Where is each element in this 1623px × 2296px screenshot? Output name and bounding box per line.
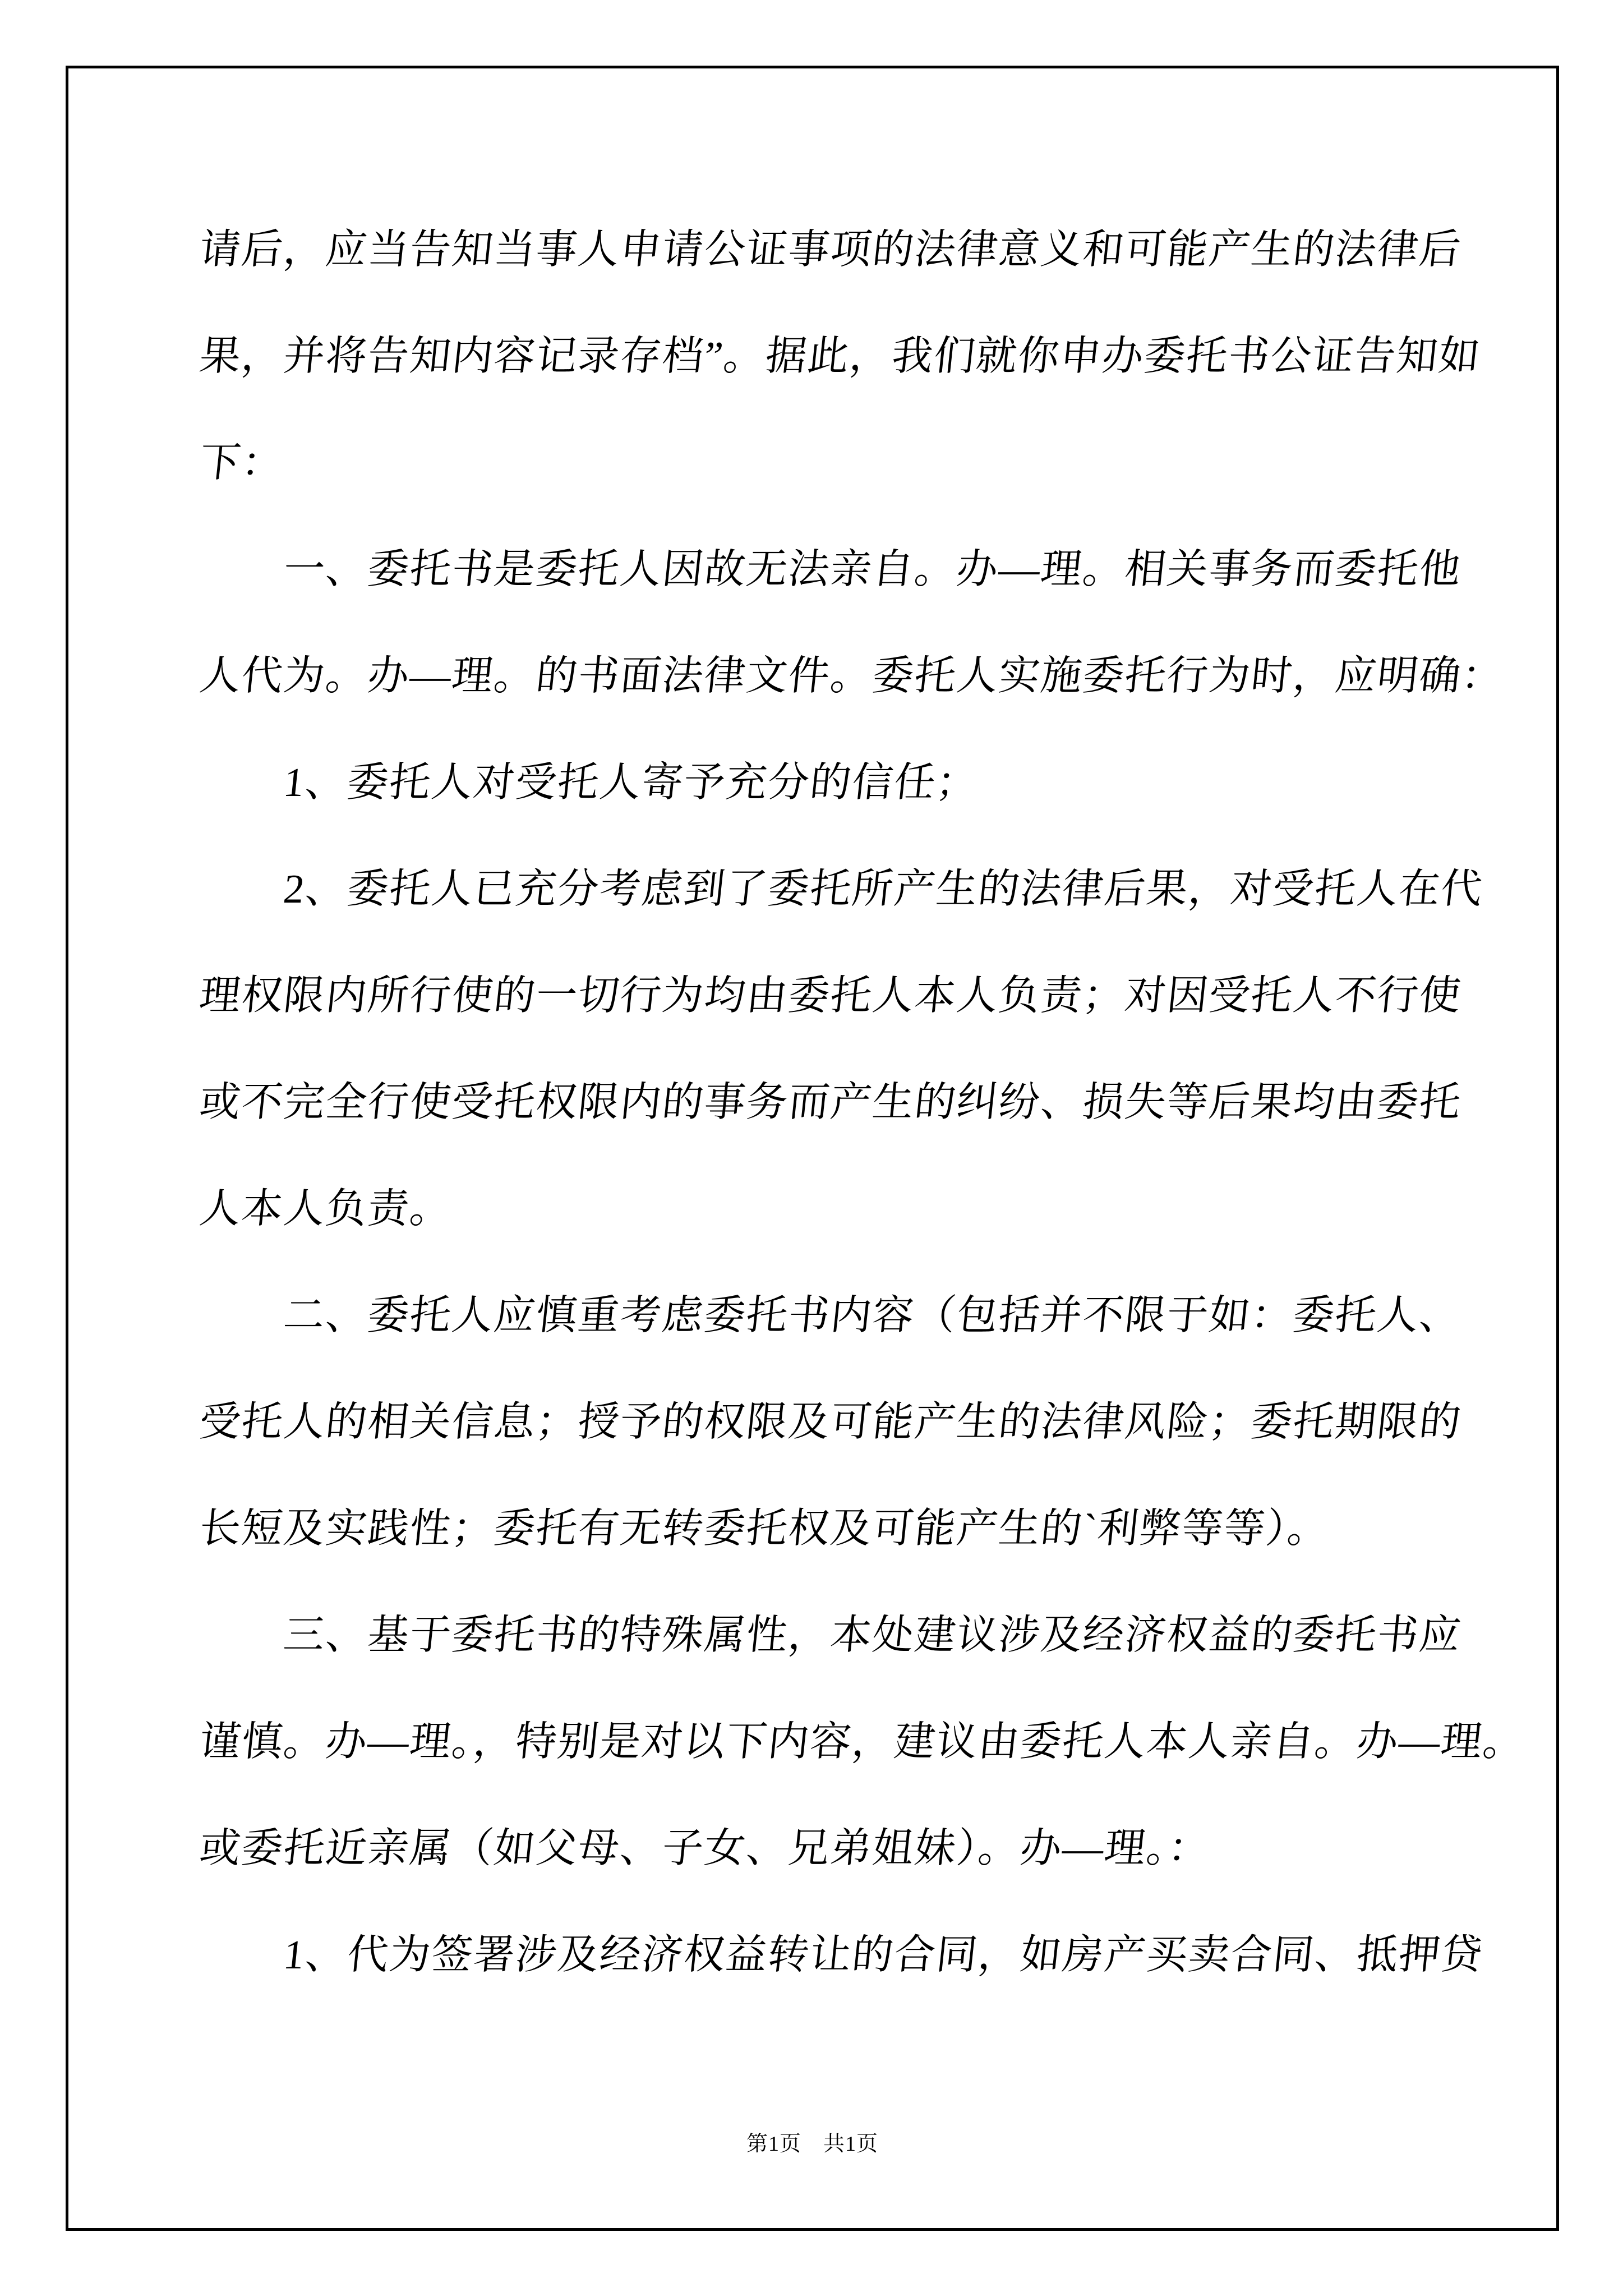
page-number: 第1页 共1页	[746, 2132, 878, 2156]
text-line: 三、基于委托书的特殊属性，本处建议涉及经济权益的委托书应	[197, 1612, 1464, 1658]
text-line: 或委托近亲属（如父母、子女、兄弟姐妹）。办—理。：	[197, 1825, 1213, 1871]
text-line: 长短及实践性；委托有无转委托权及可能产生的`利弊等等）。	[197, 1506, 1332, 1551]
document-body	[197, 196, 1528, 2008]
text-line: 2、委托人已充分考虑到了委托所产生的法律后果，对受托人在代	[197, 866, 1486, 912]
text-line: 请后，应当告知当事人申请公证事项的法律意义和可能产生的法律后	[197, 227, 1464, 272]
text-line: 下：	[197, 440, 287, 485]
text-line: 人代为。办—理。的书面法律文件。委托人实施委托行为时，应明确：	[197, 653, 1506, 698]
text-line: 1、委托人对受托人寄予充分的信任；	[197, 760, 981, 805]
text-line: 或不完全行使受托权限内的事务而产生的纠纷、损失等后果均由委托	[197, 1079, 1464, 1125]
page-footer	[66, 2124, 1559, 2164]
text-line: 二、委托人应慎重考虑委托书内容（包括并不限于如：委托人、	[197, 1292, 1464, 1338]
text-line: 理权限内所行使的一切行为均由委托人本人负责；对因受托人不行使	[197, 973, 1464, 1018]
text-line: 果，并将告知内容记录存档”。据此，我们就你申办委托书公证告知如	[197, 333, 1483, 379]
text-line: 受托人的相关信息；授予的权限及可能产生的法律风险；委托期限的	[197, 1399, 1464, 1444]
text-line: 一、委托书是委托人因故无法亲自。办—理。相关事务而委托他	[197, 546, 1464, 592]
text-line: 谨慎。办—理。，特别是对以下内容，建议由委托人本人亲自。办—理。	[197, 1719, 1528, 1764]
text-line: 1、代为签署涉及经济权益转让的合同，如房产买卖合同、抵押贷	[197, 1932, 1486, 1977]
text-line: 人本人负责。	[197, 1186, 455, 1231]
